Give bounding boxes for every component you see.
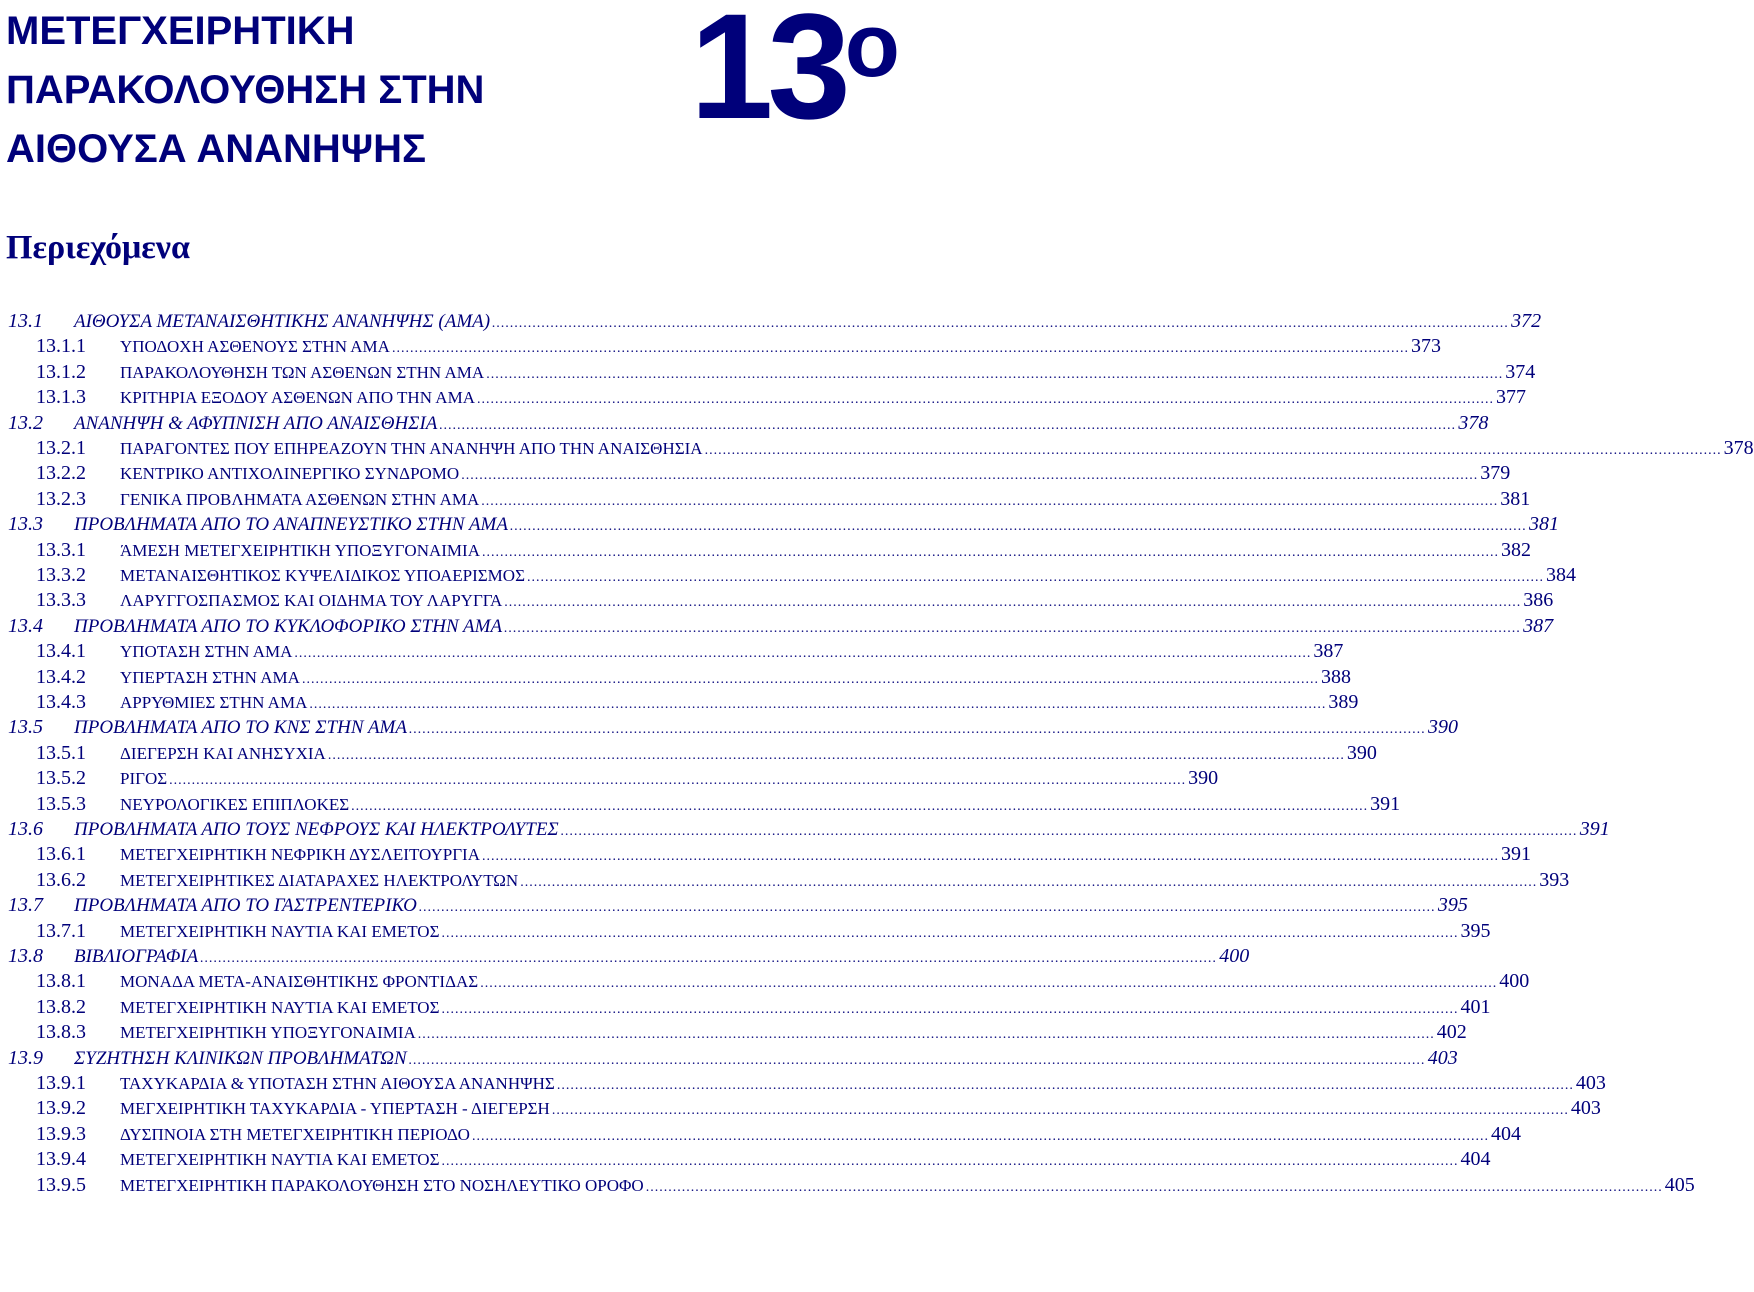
toc-entry-page: 378	[1458, 411, 1489, 434]
toc-entry[interactable]	[8, 613, 1554, 639]
toc-entry[interactable]	[36, 486, 1531, 512]
toc-entry-page: 395	[1437, 894, 1468, 917]
toc-entry[interactable]	[36, 562, 1576, 588]
toc-entry-title: ΣΥΖΗΤΗΣΗ ΚΛΙΝΙΚΩΝ ΠΡΟΒΛΗΜΑΤΩΝ	[74, 1047, 407, 1069]
toc-entry-number: 13.3.3	[36, 589, 86, 612]
toc-entry-number: 13.8	[8, 945, 43, 967]
toc-entry-number: 13.9.3	[36, 1122, 86, 1145]
toc-entry-page: 388	[1320, 665, 1351, 688]
toc-entry[interactable]	[36, 638, 1344, 664]
toc-entry-title: ΜΕΤΕΓΧΕΙΡΗΤΙΚΕΣ ΔΙΑΤΑΡΑΧΕΣ ΗΛΕΚΤΡΟΛΥΤΩΝ	[120, 870, 519, 890]
toc-entry-page: 391	[1370, 792, 1401, 815]
toc-entry-title: ΚΕΝΤΡΙΚΟ ΑΝΤΙΧΟΛΙΝΕΡΓΙΚΟ ΣΥΝΔΡΟΜΟ	[120, 464, 460, 484]
toc-entry-title: ΠΡΟΒΛΗΜΑΤΑ ΑΠΟ ΤΟΥΣ ΝΕΦΡΟΥΣ ΚΑΙ ΗΛΕΚΤΡΟΛΥΤΕΣ	[74, 819, 559, 840]
toc-entry-page: 404	[1490, 1122, 1521, 1145]
contents-heading: Περιεχόμενα	[6, 229, 190, 266]
toc-entry[interactable]	[36, 587, 1554, 613]
toc-entry-title: ΜΟΝΑΔΑ ΜΕΤΑ-ΑΝΑΙΣΘΗΤΙΚΗΣ ΦΡΟΝΤΙΔΑΣ	[120, 972, 479, 992]
toc-entry[interactable]	[36, 740, 1377, 766]
toc-entry[interactable]	[36, 1070, 1606, 1096]
toc-entry-page: 401	[1460, 995, 1491, 1018]
toc-entry-number: 13.4.1	[36, 640, 86, 663]
toc-entry-page: 381	[1529, 513, 1559, 536]
toc-entry-number: 13.2.2	[36, 462, 86, 485]
toc-entry-number: 13.4.3	[36, 691, 86, 713]
toc-entry-title: ΒΙΒΛΙΟΓΡΑΦΙΑ	[74, 946, 199, 967]
toc-entry[interactable]	[36, 1019, 1467, 1045]
toc-entry[interactable]	[36, 994, 1491, 1020]
chapter-title-line: ΠΑΡΑΚΟΛΟΥΘΗΣΗ ΣΤΗΝ	[6, 68, 485, 112]
toc-entry-page: 405	[1664, 1173, 1695, 1196]
toc-entry[interactable]	[36, 333, 1441, 359]
toc-entry[interactable]	[8, 816, 1610, 842]
toc-entry-number: 13.5.2	[36, 767, 86, 790]
toc-entry[interactable]	[8, 410, 1489, 436]
toc-entry[interactable]	[36, 664, 1351, 690]
chapter-title-line: ΜΕΤΕΓΧΕΙΡΗΤΙΚΗ	[6, 9, 355, 53]
toc-entry-title: ΑΙΘΟΥΣΑ ΜΕΤΑΝΑΙΣΘΗΤΙΚΗΣ ΑΝΑΝΗΨΗΣ (ΑΜΑ)	[74, 311, 491, 332]
toc-entry-page: 389	[1328, 691, 1359, 713]
toc-entry-title: ΓΕΝΙΚΑ ΠΡΟΒΛΗΜΑΤΑ ΑΣΘΕΝΩΝ ΣΤΗΝ ΑΜΑ	[120, 489, 480, 509]
toc-entry-title: ΥΠΕΡΤΑΣΗ ΣΤΗΝ ΑΜΑ	[120, 667, 300, 687]
toc-entry[interactable]	[36, 1146, 1491, 1172]
toc-entry-page: 391	[1500, 843, 1531, 866]
toc-entry-page: 382	[1500, 538, 1531, 561]
toc-entry-page: 390	[1346, 741, 1377, 764]
toc-entry-page: 379	[1480, 462, 1511, 485]
toc-entry-title: ΤΑΧΥΚΑΡΔΙΑ & ΥΠΟΤΑΣΗ ΣΤΗΝ ΑΙΘΟΥΣΑ ΑΝΑΝΗΨΗΣ	[120, 1074, 555, 1093]
toc-entry-title: ΜΕΤΕΓΧΕΙΡΗΤΙΚΗ ΝΑΥΤΙΑ ΚΑΙ ΕΜΕΤΟΣ	[120, 997, 440, 1017]
toc-entry-number: 13.9.2	[36, 1097, 86, 1120]
toc-entry-page: 395	[1460, 919, 1491, 942]
toc-entry[interactable]	[36, 359, 1536, 385]
toc-entry-page: 381	[1500, 487, 1531, 510]
toc-entry-page: 378	[1723, 437, 1754, 459]
toc-entry[interactable]	[8, 1045, 1458, 1071]
toc-entry-title: ΜΕΤΕΓΧΕΙΡΗΤΙΚΗ ΠΑΡΑΚΟΛΟΥΘΗΣΗ ΣΤΟ ΝΟΣΗΛΕΥΤΙΚΟ ΟΡΟΦΟ	[120, 1175, 644, 1195]
toc-entry-number: 13.3.1	[36, 538, 86, 561]
toc-entry-title: ΛΑΡΥΓΓΟΣΠΑΣΜΟΣ ΚΑΙ ΟΙΔΗΜΑ ΤΟΥ ΛΑΡΥΓΓΑ	[120, 591, 503, 611]
toc-entry-number: 13.6	[8, 818, 43, 840]
toc-entry-number: 13.3.2	[36, 564, 86, 586]
toc-entry-page: 391	[1579, 818, 1610, 840]
toc-entry[interactable]	[8, 943, 1250, 969]
toc-entry-title: ΑΝΑΝΗΨΗ & ΑΦΥΠΝΙΣΗ ΑΠΟ ΑΝΑΙΣΘΗΣΙΑ	[74, 412, 438, 434]
toc-entry-page: 402	[1436, 1021, 1467, 1044]
toc-entry-page: 390	[1188, 767, 1219, 790]
toc-entry-number: 13.2.1	[36, 437, 86, 459]
toc-entry[interactable]	[36, 384, 1526, 410]
toc-entry-number: 13.8.3	[36, 1021, 86, 1044]
toc-entry[interactable]	[36, 537, 1531, 563]
toc-entry-title: ΜΕΤΕΓΧΕΙΡΗΤΙΚΗ ΥΠΟΞΥΓΟΝΑΙΜΙΑ	[120, 1023, 416, 1043]
toc-entry[interactable]	[8, 308, 1542, 334]
toc-entry[interactable]	[8, 511, 1559, 537]
toc-entry[interactable]	[8, 714, 1458, 740]
toc-entry-title: ΥΠΟΤΑΣΗ ΣΤΗΝ ΑΜΑ	[120, 642, 293, 662]
chapter-title-line: ΑΙΘΟΥΣΑ ΑΝΑΝΗΨΗΣ	[6, 127, 426, 171]
toc-entry[interactable]	[36, 968, 1530, 994]
toc-entry-page: 374	[1505, 360, 1536, 383]
toc-entry-number: 13.3	[8, 513, 43, 536]
toc-entry-title: ΚΡΙΤΗΡΙΑ ΕΞΟΔΟΥ ΑΣΘΕΝΩΝ ΑΠΟ ΤΗΝ ΑΜΑ	[120, 388, 475, 408]
chapter-number	[690, 0, 900, 168]
toc-entry-number: 13.6.2	[36, 868, 86, 891]
chapter-ordinal-mark: ο	[844, 0, 900, 96]
toc-entry-title: ΠΑΡΑΓΟΝΤΕΣ ΠΟΥ ΕΠΗΡΕΑΖΟΥΝ ΤΗΝ ΑΝΑΝΗΨΗ ΑΠΟ ΤΗΝ ΑΝΑΙΣΘΗΣΙΑ	[120, 439, 703, 458]
toc-entry-page: 372	[1511, 310, 1542, 332]
toc-dot-leader	[646, 1175, 1663, 1201]
toc-entry[interactable]	[36, 460, 1511, 486]
toc-entry-number: 13.5.1	[36, 741, 86, 764]
toc-entry-page: 386	[1523, 589, 1554, 612]
toc-entry-title: ΠΑΡΑΚΟΛΟΥΘΗΣΗ ΤΩΝ ΑΣΘΕΝΩΝ ΣΤΗΝ ΑΜΑ	[120, 362, 485, 382]
toc-entry-number: 13.2.3	[36, 487, 86, 510]
toc-entry-title: ΜΕΤΕΓΧΕΙΡΗΤΙΚΗ ΝΑΥΤΙΑ ΚΑΙ ΕΜΕΤΟΣ	[120, 1150, 440, 1170]
toc-entry-page: 403	[1575, 1072, 1606, 1094]
toc-entry[interactable]	[36, 435, 1754, 461]
toc-entry[interactable]	[36, 841, 1531, 867]
toc-entry-number: 13.4	[8, 614, 43, 637]
toc-entry-page: 403	[1570, 1097, 1601, 1120]
toc-entry-number: 13.2	[8, 411, 43, 434]
toc-entry[interactable]	[36, 1172, 1695, 1198]
toc-entry[interactable]	[8, 892, 1468, 918]
toc-entry[interactable]	[36, 791, 1401, 817]
toc-entry[interactable]	[36, 918, 1491, 944]
toc-entry-number: 13.7	[8, 894, 43, 917]
chapter-title	[6, 2, 646, 179]
toc-entry-number: 13.9	[8, 1046, 43, 1069]
toc-entry-number: 13.8.2	[36, 995, 86, 1018]
toc-entry-page: 373	[1410, 335, 1441, 358]
toc-entry-page: 400	[1499, 970, 1530, 993]
toc-entry-page: 393	[1539, 868, 1570, 891]
toc-entry-page: 387	[1523, 614, 1554, 637]
toc-entry-title: ΜΕΤΑΝΑΙΣΘΗΤΙΚΟΣ ΚΥΨΕΛΙΔΙΚΟΣ ΥΠΟΑΕΡΙΣΜΟΣ	[120, 566, 525, 585]
toc-entry-number: 13.4.2	[36, 665, 86, 688]
toc-entry[interactable]	[36, 1121, 1521, 1147]
toc-entry-number: 13.6.1	[36, 843, 86, 866]
toc-entry-page: 400	[1219, 945, 1250, 967]
toc-entry-title: ΠΡΟΒΛΗΜΑΤΑ ΑΠΟ ΤΟ ΚΥΚΛΟΦΟΡΙΚΟ ΣΤΗΝ ΑΜΑ	[74, 615, 503, 637]
toc-entry-title: ΠΡΟΒΛΗΜΑΤΑ ΑΠΟ ΤΟ ΚΝΣ ΣΤΗΝ ΑΜΑ	[74, 717, 407, 739]
toc-entry[interactable]	[36, 689, 1359, 715]
toc-entry-number: 13.9.5	[36, 1173, 86, 1196]
toc-entry-number: 13.1.1	[36, 335, 86, 358]
toc-entry-title: ΠΡΟΒΛΗΜΑΤΑ ΑΠΟ ΤΟ ΓΑΣΤΡΕΝΤΕΡΙΚΟ	[74, 895, 417, 917]
toc-entry-title: ΝΕΥΡΟΛΟΓΙΚΕΣ ΕΠΙΠΛΟΚΕΣ	[120, 794, 350, 814]
toc-entry-title: ΆΜΕΣΗ ΜΕΤΕΓΧΕΙΡΗΤΙΚΗ ΥΠΟΞΥΓΟΝΑΙΜΙΑ	[120, 540, 480, 560]
toc-entry-number: 13.8.1	[36, 970, 86, 993]
toc-entry-number: 13.7.1	[36, 919, 86, 942]
toc-entry[interactable]	[36, 765, 1219, 791]
toc-entry-number: 13.1.2	[36, 360, 86, 383]
toc-entry-title: ΔΥΣΠΝΟΙΑ ΣΤΗ ΜΕΤΕΓΧΕΙΡΗΤΙΚΗ ΠΕΡΙΟΔΟ	[120, 1124, 470, 1144]
toc-entry-title: ΑΡΡΥΘΜΙΕΣ ΣΤΗΝ ΑΜΑ	[120, 693, 308, 712]
toc-entry-number: 13.1	[8, 310, 43, 332]
toc-entry-title: ΜΕΤΕΓΧΕΙΡΗΤΙΚΗ ΝΕΦΡΙΚΗ ΔΥΣΛΕΙΤΟΥΡΓΙΑ	[120, 845, 480, 865]
toc-entry-title: ΜΕΤΕΓΧΕΙΡΗΤΙΚΗ ΝΑΥΤΙΑ ΚΑΙ ΕΜΕΤΟΣ	[120, 921, 440, 941]
toc-entry-number: 13.9.1	[36, 1072, 86, 1094]
toc-entry-title: ΜΕΓΧΕΙΡΗΤΙΚΗ ΤΑΧΥΚΑΡΔΙΑ - ΥΠΕΡΤΑΣΗ - ΔΙΕΓΕΡΣΗ	[120, 1099, 550, 1119]
chapter-number-digits: 13	[690, 0, 845, 150]
toc-entry-title: ΠΡΟΒΛΗΜΑΤΑ ΑΠΟ ΤΟ ΑΝΑΠΝΕΥΣΤΙΚΟ ΣΤΗΝ ΑΜΑ	[74, 514, 508, 536]
toc-entry-page: 390	[1427, 716, 1458, 739]
toc-entry-title: ΥΠΟΔΟΧΗ ΑΣΘΕΝΟΥΣ ΣΤΗΝ ΑΜΑ	[120, 337, 390, 357]
toc-entry[interactable]	[36, 867, 1570, 893]
toc-entry-page: 384	[1545, 564, 1576, 586]
toc-entry[interactable]	[36, 1095, 1601, 1121]
toc-entry-number: 13.9.4	[36, 1148, 86, 1171]
toc-entry-number: 13.5	[8, 716, 43, 739]
toc-entry-page: 404	[1460, 1148, 1491, 1171]
toc-entry-page: 377	[1495, 386, 1526, 409]
toc-entry-page: 403	[1427, 1046, 1458, 1069]
toc-entry-page: 387	[1313, 640, 1344, 663]
toc-entry-number: 13.5.3	[36, 792, 86, 815]
toc-entry-title: ΡΙΓΟΣ	[120, 769, 168, 789]
toc-entry-title: ΔΙΕΓΕΡΣΗ ΚΑΙ ΑΝΗΣΥΧΙΑ	[120, 743, 326, 763]
toc-entry-number: 13.1.3	[36, 386, 86, 409]
